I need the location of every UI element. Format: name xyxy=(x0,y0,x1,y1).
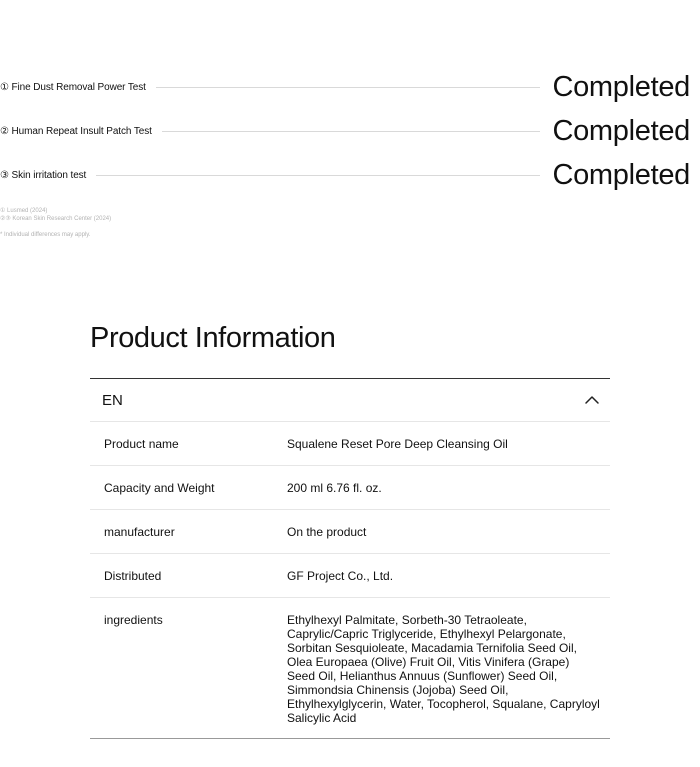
test-label: ② Human Repeat Insult Patch Test xyxy=(0,125,152,137)
info-row-capacity xyxy=(90,466,610,510)
test-status: Completed xyxy=(552,158,690,191)
info-row-manufacturer xyxy=(90,510,610,554)
product-info-table xyxy=(90,378,610,739)
language-accordion-header[interactable] xyxy=(90,379,610,422)
language-label: EN xyxy=(102,391,123,409)
divider-line xyxy=(96,175,540,176)
info-key: ingredients xyxy=(104,613,163,627)
test-label: ③ Skin irritation test xyxy=(0,169,87,181)
divider-line xyxy=(156,87,541,88)
test-label: ① Fine Dust Removal Power Test xyxy=(0,81,146,93)
info-key: Capacity and Weight xyxy=(104,480,215,495)
info-row-product-name xyxy=(90,422,610,466)
info-value: GF Project Co., Ltd. xyxy=(287,568,394,583)
test-status: Completed xyxy=(552,70,690,103)
info-value: 200 ml 6.76 fl. oz. xyxy=(287,480,382,495)
info-key: manufacturer xyxy=(104,524,175,539)
info-value: On the product xyxy=(287,524,367,539)
info-key: Product name xyxy=(104,436,179,451)
chevron-up-icon[interactable] xyxy=(584,392,600,408)
test-status: Completed xyxy=(552,114,690,147)
section-title: Product Information xyxy=(90,322,336,354)
test-row-patch-test xyxy=(0,116,690,146)
info-row-ingredients xyxy=(90,598,610,738)
source-note: ②③ Korean Skin Research Center (2024) xyxy=(0,216,112,222)
info-row-distributed xyxy=(90,554,610,598)
source-note: ① Lusmed (2024) xyxy=(0,208,48,214)
disclaimer: * Individual differences may apply. xyxy=(0,232,91,238)
divider-line xyxy=(162,131,541,132)
test-row-skin-irritation xyxy=(0,160,690,190)
info-value: Ethylhexyl Palmitate, Sorbeth-30 Tetraoleate, Caprylic/Capric Triglyceride, Ethylhexyl Pelargonate, Sorbitan Sesquioleate, Macadamia Ternifolia Seed Oil, Olea Europaea (Olive) Fruit Oil, Vitis Vinifera (Grape) Seed Oil, Helianthus Annuus (Sunflower) Seed Oil, Simmondsia Chinensis (Jojoba) Seed Oil, Ethylhexylglycerin, Water, Tocopherol, Squalane, Capryloyl Salicylic Acid xyxy=(287,613,600,725)
test-row-fine-dust xyxy=(0,72,690,102)
info-key: Distributed xyxy=(104,568,162,583)
info-value: Squalene Reset Pore Deep Cleansing Oil xyxy=(287,436,508,451)
